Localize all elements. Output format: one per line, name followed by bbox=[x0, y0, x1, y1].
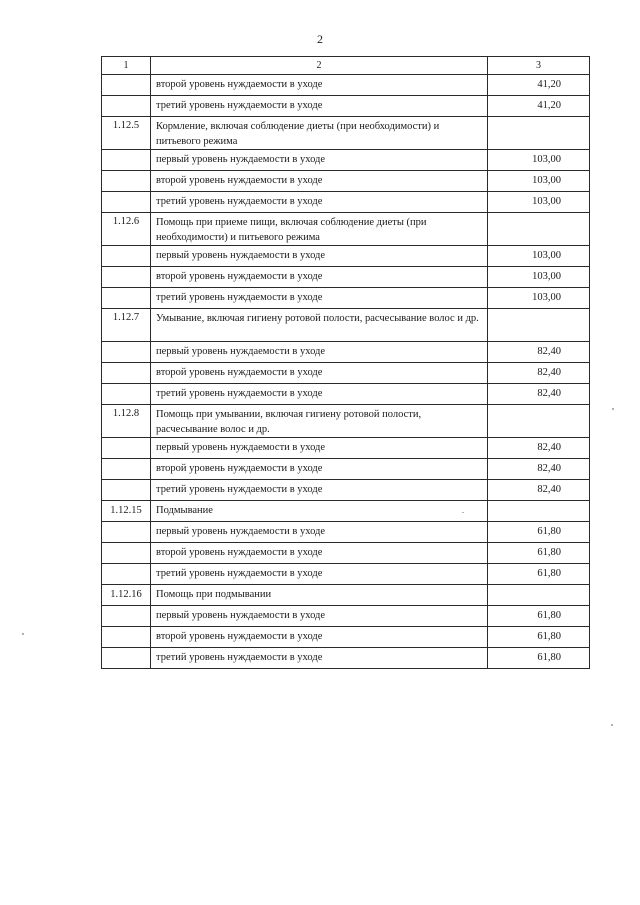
cell-code bbox=[102, 96, 151, 117]
cell-name: Помощь при приеме пищи, включая соблюдение диеты (при необходимости) и питьевого режима bbox=[151, 213, 488, 246]
cell-code: 1.12.15 bbox=[102, 501, 151, 522]
cell-code: 1.12.16 bbox=[102, 585, 151, 606]
cell-price: 82,40 bbox=[488, 480, 590, 501]
table-row-level bbox=[102, 648, 590, 669]
table-row-service bbox=[102, 213, 590, 246]
scan-speck bbox=[462, 512, 464, 513]
cell-code bbox=[102, 648, 151, 669]
cell-price: 61,80 bbox=[488, 564, 590, 585]
cell-name: третий уровень нуждаемости в уходе bbox=[151, 96, 488, 117]
page-number: 2 bbox=[317, 32, 323, 46]
cell-code bbox=[102, 150, 151, 171]
cell-price: 82,40 bbox=[488, 438, 590, 459]
table-row-level bbox=[102, 522, 590, 543]
cell-name: третий уровень нуждаемости в уходе bbox=[151, 648, 488, 669]
cell-price: 103,00 bbox=[488, 267, 590, 288]
table-row-level bbox=[102, 192, 590, 213]
cell-code bbox=[102, 267, 151, 288]
cell-price: 103,00 bbox=[488, 288, 590, 309]
cell-code bbox=[102, 606, 151, 627]
cell-price bbox=[488, 213, 590, 246]
table-row-level bbox=[102, 171, 590, 192]
cell-name: первый уровень нуждаемости в уходе bbox=[151, 438, 488, 459]
table-row-level bbox=[102, 363, 590, 384]
cell-name: Помощь при умывании, включая гигиену ротовой полости, расчесывание волос и др. bbox=[151, 405, 488, 438]
cell-price: 61,80 bbox=[488, 648, 590, 669]
table-row-level bbox=[102, 459, 590, 480]
header-column-3: 3 bbox=[488, 57, 590, 75]
cell-code bbox=[102, 342, 151, 363]
cell-code bbox=[102, 543, 151, 564]
cell-name: Кормление, включая соблюдение диеты (при необходимости) и питьевого режима bbox=[151, 117, 488, 150]
table-header-row bbox=[102, 57, 590, 75]
cell-price: 103,00 bbox=[488, 150, 590, 171]
table-row-level bbox=[102, 96, 590, 117]
cell-price bbox=[488, 405, 590, 438]
header-column-1: 1 bbox=[102, 57, 151, 75]
table-row-level bbox=[102, 288, 590, 309]
cell-code bbox=[102, 384, 151, 405]
table-row-level bbox=[102, 342, 590, 363]
cell-name: Помощь при подмывании bbox=[151, 585, 488, 606]
table-row-level bbox=[102, 267, 590, 288]
table-row-service bbox=[102, 501, 590, 522]
cell-name: третий уровень нуждаемости в уходе bbox=[151, 384, 488, 405]
cell-price: 103,00 bbox=[488, 192, 590, 213]
table-row-level bbox=[102, 480, 590, 501]
cell-name: второй уровень нуждаемости в уходе bbox=[151, 459, 488, 480]
table-row-level bbox=[102, 75, 590, 96]
table-row-service bbox=[102, 585, 590, 606]
cell-price: 82,40 bbox=[488, 384, 590, 405]
cell-price bbox=[488, 117, 590, 150]
cell-code bbox=[102, 438, 151, 459]
table-row-level bbox=[102, 384, 590, 405]
cell-code bbox=[102, 192, 151, 213]
table-row-level bbox=[102, 606, 590, 627]
cell-price bbox=[488, 501, 590, 522]
table-row-level bbox=[102, 564, 590, 585]
cell-price bbox=[488, 585, 590, 606]
table-row-service bbox=[102, 309, 590, 342]
cell-price: 61,80 bbox=[488, 543, 590, 564]
table-row-level bbox=[102, 246, 590, 267]
cell-name: второй уровень нуждаемости в уходе bbox=[151, 627, 488, 648]
cell-name: Подмывание bbox=[151, 501, 488, 522]
cell-name: первый уровень нуждаемости в уходе bbox=[151, 150, 488, 171]
cell-name: Умывание, включая гигиену ротовой полости, расчесывание волос и др. bbox=[151, 309, 488, 342]
cell-name: второй уровень нуждаемости в уходе bbox=[151, 363, 488, 384]
cell-price: 61,80 bbox=[488, 522, 590, 543]
cell-name: первый уровень нуждаемости в уходе bbox=[151, 342, 488, 363]
cell-price: 41,20 bbox=[488, 75, 590, 96]
cell-name: первый уровень нуждаемости в уходе bbox=[151, 606, 488, 627]
cell-price: 82,40 bbox=[488, 459, 590, 480]
cell-price: 103,00 bbox=[488, 246, 590, 267]
cell-code bbox=[102, 564, 151, 585]
header-column-2: 2 bbox=[151, 57, 488, 75]
cell-code: 1.12.8 bbox=[102, 405, 151, 438]
cell-price: 61,80 bbox=[488, 606, 590, 627]
scan-speck bbox=[22, 633, 24, 635]
cell-code bbox=[102, 522, 151, 543]
cell-code bbox=[102, 75, 151, 96]
cell-name: второй уровень нуждаемости в уходе bbox=[151, 543, 488, 564]
cell-name: третий уровень нуждаемости в уходе bbox=[151, 480, 488, 501]
table-row-level bbox=[102, 438, 590, 459]
cell-price: 103,00 bbox=[488, 171, 590, 192]
cell-code bbox=[102, 288, 151, 309]
cell-code bbox=[102, 459, 151, 480]
cell-price: 82,40 bbox=[488, 363, 590, 384]
table-row-level bbox=[102, 627, 590, 648]
cell-price: 61,80 bbox=[488, 627, 590, 648]
table-row-service bbox=[102, 117, 590, 150]
scan-speck bbox=[612, 408, 614, 410]
table-row-service bbox=[102, 405, 590, 438]
table-body bbox=[102, 57, 590, 669]
cell-code bbox=[102, 246, 151, 267]
cell-name: третий уровень нуждаемости в уходе bbox=[151, 192, 488, 213]
table-row-level bbox=[102, 150, 590, 171]
cell-name: первый уровень нуждаемости в уходе bbox=[151, 246, 488, 267]
cell-name: третий уровень нуждаемости в уходе bbox=[151, 564, 488, 585]
cell-code bbox=[102, 363, 151, 384]
cell-name: третий уровень нуждаемости в уходе bbox=[151, 288, 488, 309]
cell-price: 82,40 bbox=[488, 342, 590, 363]
scan-speck bbox=[611, 724, 613, 726]
tariff-table bbox=[101, 56, 590, 669]
table-row-level bbox=[102, 543, 590, 564]
cell-name: второй уровень нуждаемости в уходе bbox=[151, 267, 488, 288]
cell-code bbox=[102, 171, 151, 192]
cell-name: второй уровень нуждаемости в уходе bbox=[151, 75, 488, 96]
cell-code: 1.12.6 bbox=[102, 213, 151, 246]
cell-code bbox=[102, 480, 151, 501]
cell-price bbox=[488, 309, 590, 342]
cell-code: 1.12.7 bbox=[102, 309, 151, 342]
cell-name: второй уровень нуждаемости в уходе bbox=[151, 171, 488, 192]
cell-price: 41,20 bbox=[488, 96, 590, 117]
cell-code bbox=[102, 627, 151, 648]
cell-code: 1.12.5 bbox=[102, 117, 151, 150]
cell-name: первый уровень нуждаемости в уходе bbox=[151, 522, 488, 543]
